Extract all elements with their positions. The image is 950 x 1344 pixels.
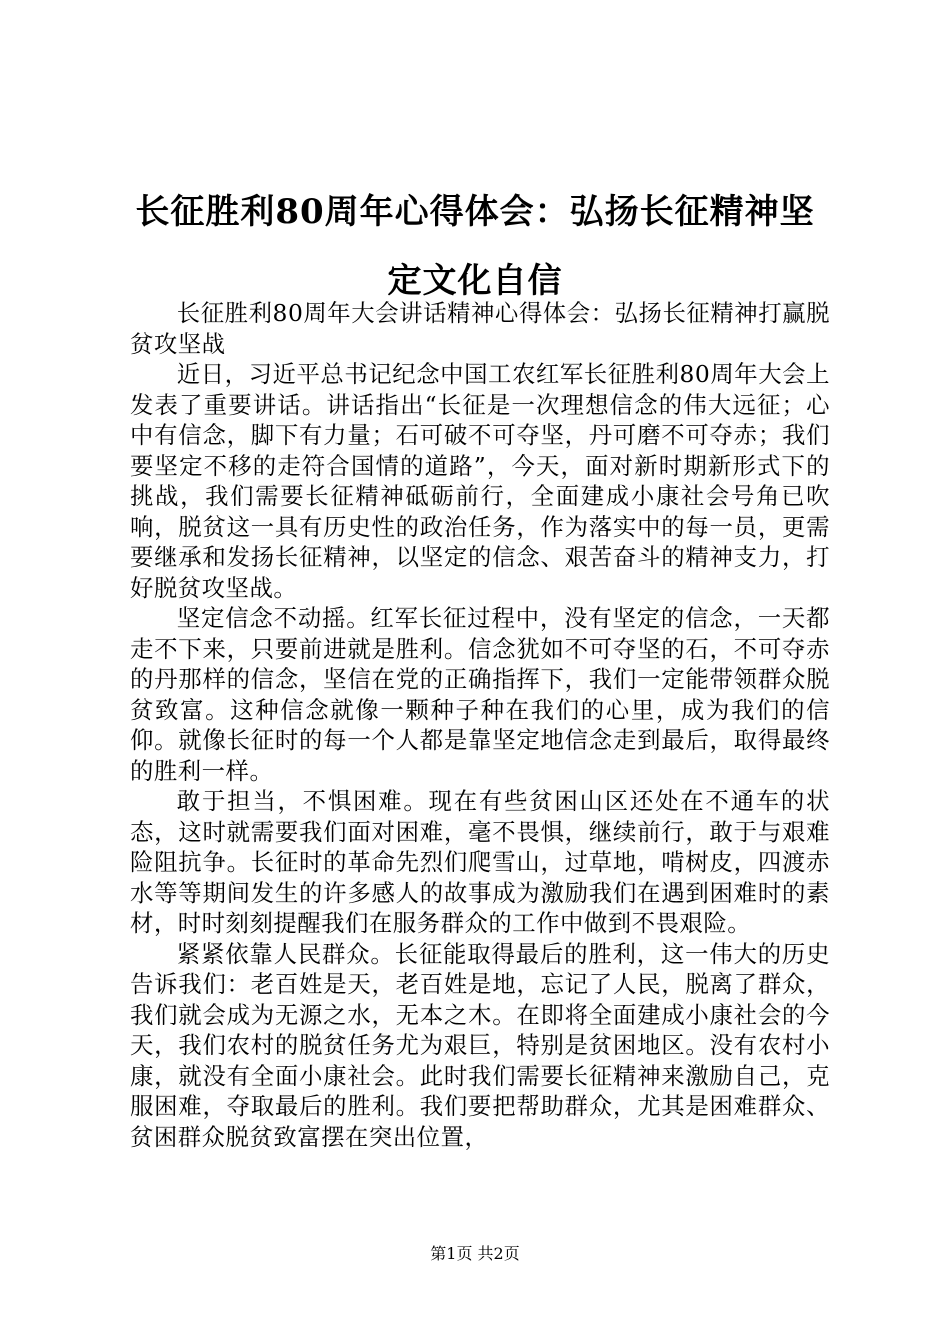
paragraph-rely-on-people: 紧紧依靠人民群众。长征能取得最后的胜利，这一伟大的历史告诉我们：老百姓是天，老百姓是地，忘记了人民，脱离了群众，我们就会成为无源之水，无本之木。在即将全面建成小康社会的今天，我们农村的脱贫任务尤为艰巨，特别是贫困地区。没有农村小康，就没有全面小康社会。此时我们需要长征精神来激励自己，克服困难，夺取最后的胜利。我们要把帮助群众，尤其是困难群众、贫困群众脱贫致富摆在突出位置， [130,939,830,1151]
title-line-1: 长征胜利80周年心得体会：弘扬长征精神坚 [135,192,815,232]
document-title [120,178,830,316]
paragraph-take-responsibility: 敢于担当，不惧困难。现在有些贫困山区还处在不通车的状态，这时就需要我们面对困难，毫不畏惧，继续前行，敢于与艰难险阻抗争。长征时的革命先烈们爬雪山，过草地，啃树皮，四渡赤水等等期间发生的许多感人的故事成为激励我们在遇到困难时的素材，时时刻刻提醒我们在服务群众的工作中做到不畏艰险。 [130,787,830,937]
paragraph-intro: 近日，习近平总书记纪念中国工农红军长征胜利80周年大会上发表了重要讲话。讲话指出“长征是一次理想信念的伟大远征；心中有信念，脚下有力量；石可破不可夺坚，丹可磨不可夺赤；我们要坚定不移的走符合国情的道路”，今天，面对新时期新形式下的挑战，我们需要长征精神砥砺前行，全面建成小康社会号角已吹响，脱贫这一具有历史性的政治任务，作为落实中的每一员，更需要继承和发扬长征精神，以坚定的信念、艰苦奋斗的精神支力，打好脱贫攻坚战。 [130,360,830,602]
page-footer: 第1页 共2页 [430,1244,520,1263]
title-line-2: 定文化自信 [387,261,563,301]
document-body [130,298,830,1152]
paragraph-firm-belief: 坚定信念不动摇。红军长征过程中，没有坚定的信念，一天都走不下来，只要前进就是胜利。信念犹如不可夺坚的石，不可夺赤的丹那样的信念，坚信在党的正确指挥下，我们一定能带领群众脱贫致富。这种信念就像一颗种子种在我们的心里，成为我们的信仰。就像长征时的每一个人都是靠坚定地信念走到最后，取得最终的胜利一样。 [130,604,830,785]
paragraph-subtitle: 长征胜利80周年大会讲话精神心得体会：弘扬长征精神打赢脱贫攻坚战 [130,299,830,358]
